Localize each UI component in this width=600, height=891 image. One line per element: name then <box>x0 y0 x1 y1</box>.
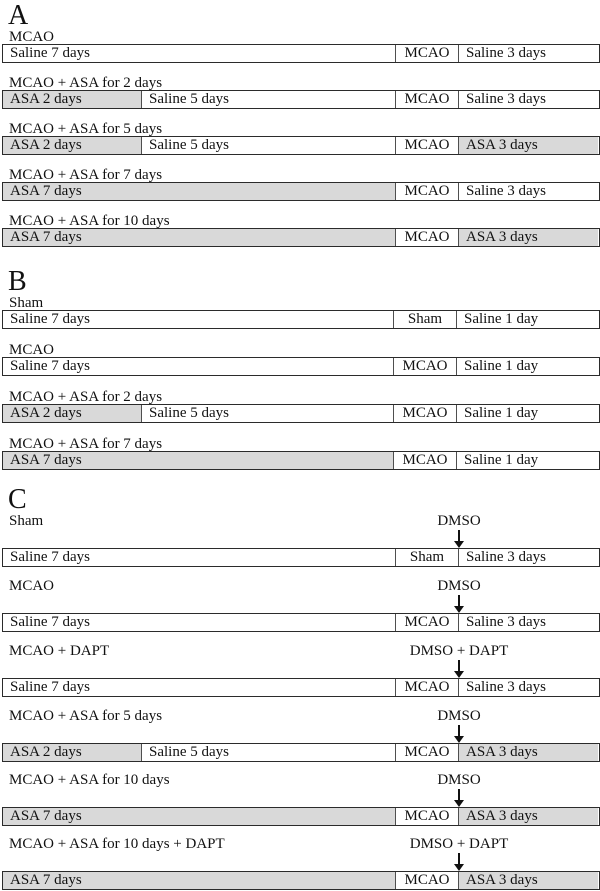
timeline-row <box>0 343 600 390</box>
panel-a <box>0 0 600 260</box>
down-arrow-icon <box>0 593 600 613</box>
timeline-row <box>0 579 600 644</box>
bar-segment: Saline 1 day <box>456 358 558 375</box>
bar-segment: Saline 7 days <box>3 358 393 375</box>
row-title: MCAO + ASA for 10 days <box>9 213 170 229</box>
bar-segment: ASA 3 days <box>458 137 598 154</box>
bar-segment: Saline 5 days <box>141 405 393 422</box>
bar-segment: Saline 7 days <box>3 679 395 696</box>
timeline-row <box>0 76 600 122</box>
row-title: MCAO <box>9 578 55 594</box>
row-title: MCAO + ASA for 7 days <box>9 436 163 452</box>
timeline-row <box>0 390 600 437</box>
timeline-row <box>0 214 600 260</box>
bar-segment: ASA 2 days <box>3 137 141 154</box>
timeline-row <box>0 30 600 76</box>
injection-label: DMSO <box>437 772 481 788</box>
injection-label: DMSO + DAPT <box>409 643 509 659</box>
bar-segment: Saline 5 days <box>141 91 395 108</box>
bar-segment: Saline 3 days <box>458 614 598 631</box>
timeline-row <box>0 773 600 837</box>
row-title: MCAO <box>9 342 55 358</box>
bar-segment: Saline 7 days <box>3 549 395 566</box>
down-arrow-icon <box>0 723 600 743</box>
bar-segment: MCAO <box>393 358 456 375</box>
row-title: MCAO + ASA for 7 days <box>9 167 163 183</box>
injection-label: DMSO + DAPT <box>409 836 509 852</box>
bar-segment: Saline 3 days <box>458 549 598 566</box>
row-title: MCAO + ASA for 10 days + DAPT <box>9 836 225 852</box>
timeline-row <box>0 837 600 890</box>
bar-segment: MCAO <box>395 229 458 246</box>
bar-segment: ASA 2 days <box>3 91 141 108</box>
timeline-bar <box>2 613 600 632</box>
bar-segment: Saline 7 days <box>3 614 395 631</box>
panel-c <box>0 484 600 890</box>
row-title: MCAO + DAPT <box>9 643 110 659</box>
timeline-bar <box>2 44 600 63</box>
timeline-row <box>0 514 600 579</box>
timeline-bar <box>2 136 600 155</box>
bar-segment: MCAO <box>395 91 458 108</box>
down-arrow-icon <box>0 658 600 678</box>
bar-segment: MCAO <box>395 744 458 761</box>
row-title: MCAO <box>9 29 55 45</box>
bar-segment: ASA 2 days <box>3 405 141 422</box>
injection-label: DMSO <box>437 708 481 724</box>
bar-segment: MCAO <box>395 183 458 200</box>
bar-segment: MCAO <box>395 45 458 62</box>
row-title: Sham <box>9 513 44 529</box>
bar-segment: MCAO <box>395 614 458 631</box>
bar-segment: ASA 7 days <box>3 808 395 825</box>
bar-segment: MCAO <box>393 405 456 422</box>
bar-segment: Saline 7 days <box>3 311 393 328</box>
timeline-bar <box>2 743 600 762</box>
timeline-bar <box>2 357 600 376</box>
timeline-bar <box>2 182 600 201</box>
bar-segment: MCAO <box>395 679 458 696</box>
injection-label: DMSO <box>437 513 481 529</box>
bar-segment: Saline 1 day <box>456 452 558 469</box>
bar-segment: Saline 1 day <box>456 405 558 422</box>
timeline-bar <box>2 310 600 329</box>
bar-segment: Saline 3 days <box>458 679 598 696</box>
down-arrow-icon <box>0 851 600 871</box>
bar-segment: ASA 3 days <box>458 808 598 825</box>
bar-segment: Saline 3 days <box>458 91 598 108</box>
row-title: MCAO + ASA for 5 days <box>9 708 163 724</box>
timeline-row <box>0 122 600 168</box>
bar-segment: Saline 1 day <box>456 311 558 328</box>
timeline-bar <box>2 678 600 697</box>
bar-segment: Sham <box>395 549 458 566</box>
timeline-bar <box>2 871 600 890</box>
timeline-row <box>0 296 600 343</box>
bar-segment: Saline 5 days <box>141 744 395 761</box>
bar-segment: ASA 7 days <box>3 872 395 889</box>
timeline-row <box>0 644 600 709</box>
bar-segment: Saline 7 days <box>3 45 395 62</box>
bar-segment: ASA 3 days <box>458 229 598 246</box>
bar-segment: Saline 3 days <box>458 183 598 200</box>
bar-segment: ASA 7 days <box>3 183 395 200</box>
timeline-bar <box>2 90 600 109</box>
bar-segment: MCAO <box>393 452 456 469</box>
bar-segment: ASA 2 days <box>3 744 141 761</box>
panel-label: A <box>8 0 29 31</box>
timeline-bar <box>2 451 600 470</box>
panel-label: B <box>8 266 27 297</box>
bar-segment: Saline 3 days <box>458 45 598 62</box>
bar-segment: ASA 7 days <box>3 229 395 246</box>
row-title: Sham <box>9 295 44 311</box>
timeline-row <box>0 709 600 773</box>
bar-segment: MCAO <box>395 808 458 825</box>
timeline-bar <box>2 404 600 423</box>
down-arrow-icon <box>0 787 600 807</box>
row-title: MCAO + ASA for 5 days <box>9 121 163 137</box>
bar-segment: MCAO <box>395 872 458 889</box>
timeline-row <box>0 168 600 214</box>
row-title: MCAO + ASA for 10 days <box>9 772 170 788</box>
down-arrow-icon <box>0 528 600 548</box>
bar-segment: MCAO <box>395 137 458 154</box>
bar-segment: Saline 5 days <box>141 137 395 154</box>
bar-segment: Sham <box>393 311 456 328</box>
panel-label: C <box>8 484 27 515</box>
bar-segment: ASA 3 days <box>458 872 598 889</box>
row-title: MCAO + ASA for 2 days <box>9 389 163 405</box>
bar-segment: ASA 7 days <box>3 452 393 469</box>
timeline-bar <box>2 548 600 567</box>
row-title: MCAO + ASA for 2 days <box>9 75 163 91</box>
injection-label: DMSO <box>437 578 481 594</box>
panel-b <box>0 260 600 484</box>
timeline-bar <box>2 228 600 247</box>
bar-segment: ASA 3 days <box>458 744 598 761</box>
timeline-row <box>0 437 600 484</box>
timeline-bar <box>2 807 600 826</box>
